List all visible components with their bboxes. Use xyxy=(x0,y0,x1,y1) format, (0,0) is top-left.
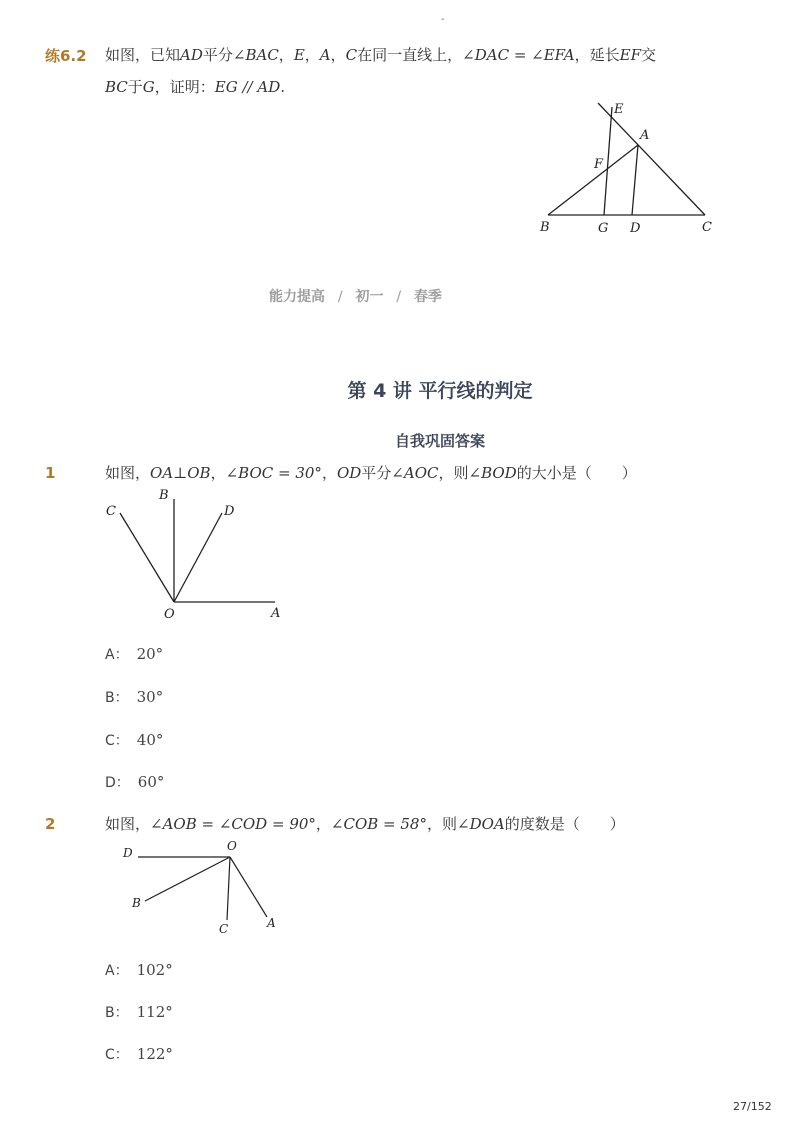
option-d[interactable]: D： 60° xyxy=(105,773,165,791)
label-E: E xyxy=(614,102,624,117)
exercise-text-line-2: BC于G，证明：EG // AD. xyxy=(105,78,286,96)
line-EC xyxy=(598,103,705,215)
breadcrumb-item: 初一 xyxy=(355,289,384,305)
label-A: A xyxy=(271,606,281,621)
ray-OD xyxy=(174,513,222,602)
breadcrumb-item: 能力提高 xyxy=(269,289,325,305)
label-A: A xyxy=(267,916,276,930)
label-O: O xyxy=(227,839,237,853)
top-mark: - xyxy=(441,14,445,25)
option-a[interactable]: A： 102° xyxy=(105,961,173,979)
question-1-text: 如图，OA⊥OB，∠BOC = 30°，OD平分∠AOC，则∠BOD的大小是（ ） xyxy=(105,464,637,482)
line-BA xyxy=(548,145,638,215)
label-C: C xyxy=(219,922,229,936)
label-C: C xyxy=(106,504,116,519)
label-G: G xyxy=(598,221,609,236)
question-1-figure xyxy=(100,485,300,625)
label-F: F xyxy=(594,157,604,172)
ray-OB xyxy=(145,857,230,901)
ray-OA xyxy=(230,857,267,917)
exercise-figure xyxy=(530,95,730,240)
ray-OC xyxy=(120,513,174,602)
label-B: B xyxy=(159,488,169,503)
exercise-label: 练6.2 xyxy=(45,47,87,65)
question-2-figure xyxy=(115,835,295,945)
label-D: D xyxy=(224,504,235,519)
label-B: B xyxy=(132,896,141,910)
label-O: O xyxy=(164,607,175,622)
question-number: 1 xyxy=(45,464,56,482)
option-c[interactable]: C： 122° xyxy=(105,1045,173,1063)
option-c[interactable]: C： 40° xyxy=(105,731,164,749)
option-a[interactable]: A： 20° xyxy=(105,645,164,663)
label-D: D xyxy=(630,221,641,236)
option-b[interactable]: B： 112° xyxy=(105,1003,173,1021)
line-AD xyxy=(632,145,638,215)
breadcrumb-item: 春季 xyxy=(413,289,442,305)
section-title: 自我巩固答案 xyxy=(394,432,485,450)
breadcrumb-separator: / xyxy=(396,289,402,305)
page-number: 27/152 xyxy=(733,1100,772,1113)
option-b[interactable]: B： 30° xyxy=(105,688,164,706)
question-2-text: 如图，∠AOB = ∠COD = 90°，∠COB = 58°，则∠DOA的度数是（ ） xyxy=(105,815,625,833)
question-number: 2 xyxy=(45,815,56,833)
line-EG xyxy=(604,107,612,215)
label-D: D xyxy=(123,846,133,860)
breadcrumb xyxy=(269,286,442,306)
label-B: B xyxy=(540,220,550,235)
breadcrumb-separator: / xyxy=(337,289,343,305)
exercise-text-line-1: 如图，已知AD平分∠BAC，E，A，C在同一直线上，∠DAC = ∠EFA，延长EF交 xyxy=(105,46,656,64)
label-C: C xyxy=(702,220,712,235)
label-A: A xyxy=(640,128,650,143)
lecture-title: 第 4 讲 平行线的判定 xyxy=(347,380,533,402)
ray-OC xyxy=(227,857,230,920)
